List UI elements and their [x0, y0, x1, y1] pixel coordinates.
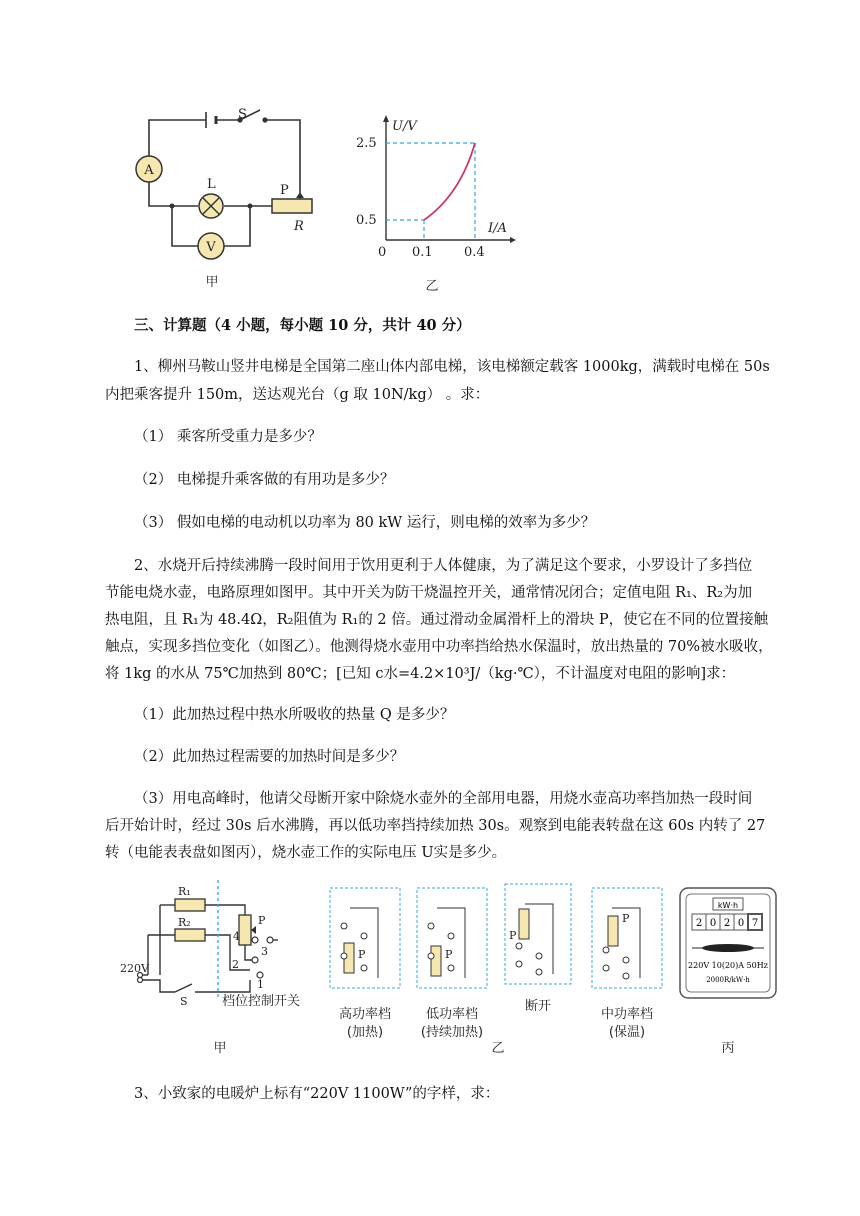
q2-sub3-line3: 转（电能表表盘如图丙），烧水壶工作的实际电压 U实是多少。 [105, 845, 507, 861]
svg-text:S: S [238, 107, 247, 122]
svg-text:2: 2 [723, 918, 731, 929]
svg-text:P: P [622, 912, 630, 925]
resistor-icon [272, 199, 312, 213]
svg-text:(持续加热): (持续加热) [420, 1025, 484, 1040]
q1-sub1: （1） 乘客所受重力是多少？ [134, 429, 322, 445]
svg-text:A: A [144, 163, 154, 178]
svg-text:R₂: R₂ [178, 916, 191, 929]
svg-text:4: 4 [233, 930, 240, 943]
svg-text:L: L [207, 177, 216, 192]
circuit-diagram-jia-top [120, 96, 340, 296]
svg-text:7: 7 [751, 918, 759, 929]
energy-meter-bing [680, 888, 776, 1056]
svg-text:0.1: 0.1 [412, 245, 433, 260]
svg-text:S: S [180, 995, 188, 1008]
q3-stem: 3、小致家的电暖炉上标有“220V 1100W”的字样，求： [134, 1086, 500, 1102]
svg-text:丙: 丙 [721, 1041, 735, 1056]
svg-text:甲: 甲 [205, 275, 219, 290]
svg-text:P: P [258, 914, 266, 927]
q1-stem-line1: 1、柳州马鞍山竖井电梯是全国第二座山体内部电梯，该电梯额定载客 1000kg，满载时电梯在 50s [134, 359, 770, 375]
svg-text:2: 2 [232, 958, 239, 971]
svg-text:高功率档: 高功率档 [338, 1007, 392, 1022]
svg-text:乙: 乙 [491, 1041, 505, 1056]
svg-text:V: V [206, 240, 216, 255]
q2-sub3-line1: （3）用电高峰时，他请父母断开家中除烧水壶外的全部用电器，用烧水壶高功率挡加热一段时间 [134, 791, 753, 807]
q2-sub1: （1）此加热过程中热水所吸收的热量 Q 是多少？ [134, 707, 455, 723]
svg-text:甲: 甲 [213, 1041, 227, 1056]
q2-stem-line1: 2、水烧开后持续沸腾一段时间用于饮用更利于人体健康，为了满足这个要求，小罗设计了多挡位 [134, 558, 753, 574]
svg-text:0: 0 [709, 918, 717, 929]
svg-text:P: P [280, 183, 289, 198]
svg-text:低功率档: 低功率档 [425, 1007, 479, 1022]
q1-sub3: （3） 假如电梯的电动机以功率为 80 kW 运行，则电梯的效率为多少？ [134, 515, 596, 531]
svg-text:0.5: 0.5 [356, 213, 377, 228]
u-i-curve [424, 143, 475, 220]
svg-text:2000R/kW·h: 2000R/kW·h [706, 976, 750, 984]
svg-text:(保温): (保温) [608, 1025, 646, 1040]
svg-text:(加热): (加热) [346, 1025, 384, 1040]
svg-text:R: R [294, 219, 304, 234]
svg-text:0: 0 [737, 918, 745, 929]
q2-stem-line2: 节能电烧水壶，电路原理如图甲。其中开关为防干烧温控开关，通常情况闭合；定值电阻 R₁、R₂为加 [105, 585, 753, 601]
svg-text:中功率档: 中功率档 [600, 1007, 654, 1022]
switch-position-boxes [330, 884, 662, 1056]
q2-sub2: （2）此加热过程需要的加热时间是多少？ [134, 749, 405, 765]
svg-text:断开: 断开 [524, 999, 552, 1014]
svg-text:2.5: 2.5 [356, 136, 377, 151]
svg-text:2: 2 [695, 918, 703, 929]
svg-text:220V: 220V [120, 962, 149, 975]
guide-lines [386, 143, 475, 240]
q2-stem-line3: 热电阻，且 R₁为 48.4Ω，R₂阻值为 R₁的 2 倍。通过滑动金属滑杆上的滑块 P，使它在不同的位置接触 [105, 612, 769, 628]
svg-text:P: P [445, 948, 453, 961]
q1-stem-line2: 内把乘客提升 150m，送达观光台（g 取 10N/kg） 。求： [105, 387, 490, 403]
q2-stem-line5: 将 1kg 的水从 75℃加热到 80℃；[已知 c水=4.2×10³J/（kg·℃），不计温度对电阻的影响]求： [105, 666, 736, 682]
svg-text:1: 1 [257, 978, 264, 991]
section-title: 三、计算题（4 小题，每小题 10 分，共计 40 分） [134, 317, 471, 334]
u-i-graph-yi [350, 110, 530, 300]
svg-text:乙: 乙 [425, 279, 439, 294]
svg-text:P: P [509, 929, 517, 942]
svg-text:P: P [358, 948, 366, 961]
svg-text:3: 3 [261, 945, 268, 958]
svg-text:R₁: R₁ [178, 885, 191, 898]
svg-text:I/A: I/A [488, 221, 507, 236]
q2-stem-line4: 触点，实现多挡位变化（如图乙）。他测得烧水壶用中功率挡给热水保温时，放出热量的 70%被水吸收， [105, 639, 773, 655]
svg-text:220V 10(20)A 50Hz: 220V 10(20)A 50Hz [688, 961, 768, 970]
svg-text:U/V: U/V [392, 119, 417, 134]
q2-sub3-line2: 后开始计时，经过 30s 后水沸腾，再以低功率挡持续加热 30s。观察到电能表转盘在这 60s 内转了 27 [105, 818, 766, 834]
svg-text:0.4: 0.4 [464, 245, 485, 260]
svg-text:档位控制开关: 档位控制开关 [222, 994, 301, 1009]
svg-text:kW·h: kW·h [717, 901, 739, 910]
svg-text:0: 0 [378, 245, 387, 260]
q1-sub2: （2） 电梯提升乘客做的有用功是多少？ [134, 472, 395, 488]
kettle-figures [120, 880, 780, 1065]
